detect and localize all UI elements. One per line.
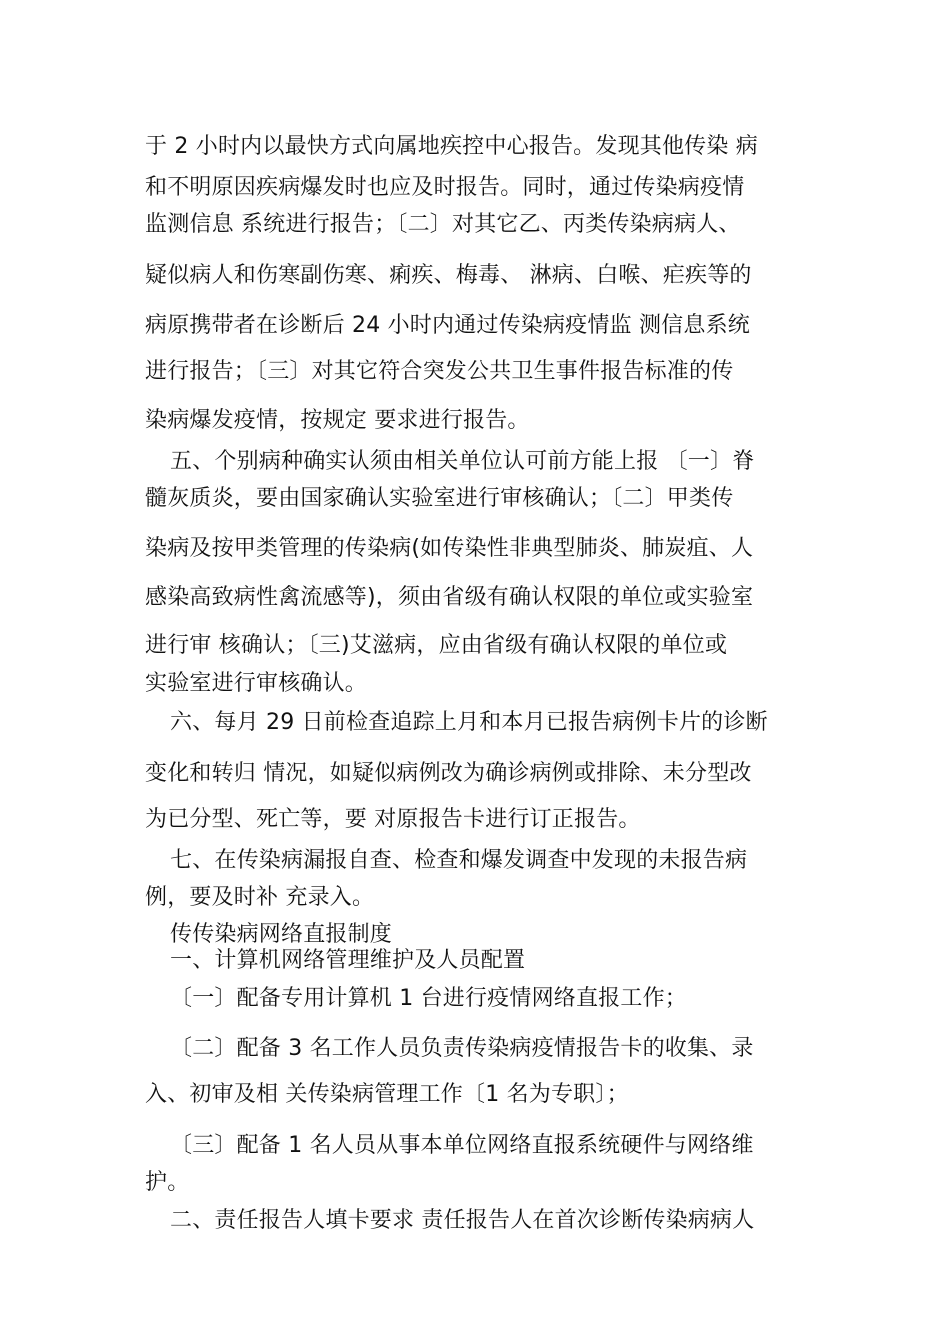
paragraph-line: 五、个别病种确实认须由相关单位认可前方能上报 〔一〕脊 (170, 449, 755, 474)
paragraph-line: 为已分型、死亡等，要 对原报告卡进行订正报告。 (145, 807, 641, 832)
paragraph-line: 变化和转归 情况，如疑似病例改为确诊病例或排除、未分型改 (145, 761, 752, 786)
paragraph-line: 二、责任报告人填卡要求 责任报告人在首次诊断传染病病人 (170, 1208, 755, 1233)
section-heading: 一、计算机网络管理维护及人员配置 (170, 948, 526, 973)
paragraph-line: 感染高致病性禽流感等)，须由省级有确认权限的单位或实验室 (145, 585, 754, 610)
paragraph-line: 染病爆发疫情，按规定 要求进行报告。 (145, 408, 530, 433)
paragraph-line: 和不明原因疾病爆发时也应及时报告。同时，通过传染病疫情 (145, 175, 745, 200)
list-item-continuation: 入、初审及相 关传染病管理工作〔1 名为专职〕； (145, 1082, 629, 1107)
list-item: 〔一〕配备专用计算机 1 台进行疫情网络直报工作； (170, 986, 687, 1011)
paragraph-line: 进行审 核确认；〔三)艾滋病，应由省级有确认权限的单位或 (145, 633, 728, 658)
list-item-continuation: 护。 (145, 1170, 190, 1195)
paragraph-line: 例，要及时补 充录入。 (145, 885, 375, 910)
paragraph-line: 六、每月 29 日前检查追踪上月和本月已报告病例卡片的诊断 (170, 710, 768, 735)
list-item: 〔三〕配备 1 名人员从事本单位网络直报系统硬件与网络维 (170, 1133, 754, 1158)
section-title: 传传染病网络直报制度 (170, 922, 393, 947)
paragraph-line: 髓灰质炎，要由国家确认实验室进行审核确认；〔二〕甲类传 (145, 486, 734, 511)
paragraph-line: 实验室进行审核确认。 (145, 671, 368, 696)
paragraph-line: 七、在传染病漏报自查、检查和爆发调查中发现的未报告病 (170, 848, 748, 873)
paragraph-line: 监测信息 系统进行报告；〔二〕对其它乙、丙类传染病病人、 (145, 212, 741, 237)
list-item: 〔二〕配备 3 名工作人员负责传染病疫情报告卡的收集、录 (170, 1036, 754, 1061)
paragraph-line: 进行报告；〔三〕对其它符合突发公共卫生事件报告标准的传 (145, 359, 734, 384)
paragraph-line: 于 2 小时内以最快方式向属地疾控中心报告。发现其他传染 病 (145, 134, 758, 159)
paragraph-line: 疑似病人和伤寒副伤寒、痢疾、梅毒、 淋病、白喉、疟疾等的 (145, 263, 752, 288)
paragraph-line: 病原携带者在诊断后 24 小时内通过传染病疫情监 测信息系统 (145, 313, 750, 338)
paragraph-line: 染病及按甲类管理的传染病(如传染性非典型肺炎、肺炭疽、人 (145, 536, 754, 561)
